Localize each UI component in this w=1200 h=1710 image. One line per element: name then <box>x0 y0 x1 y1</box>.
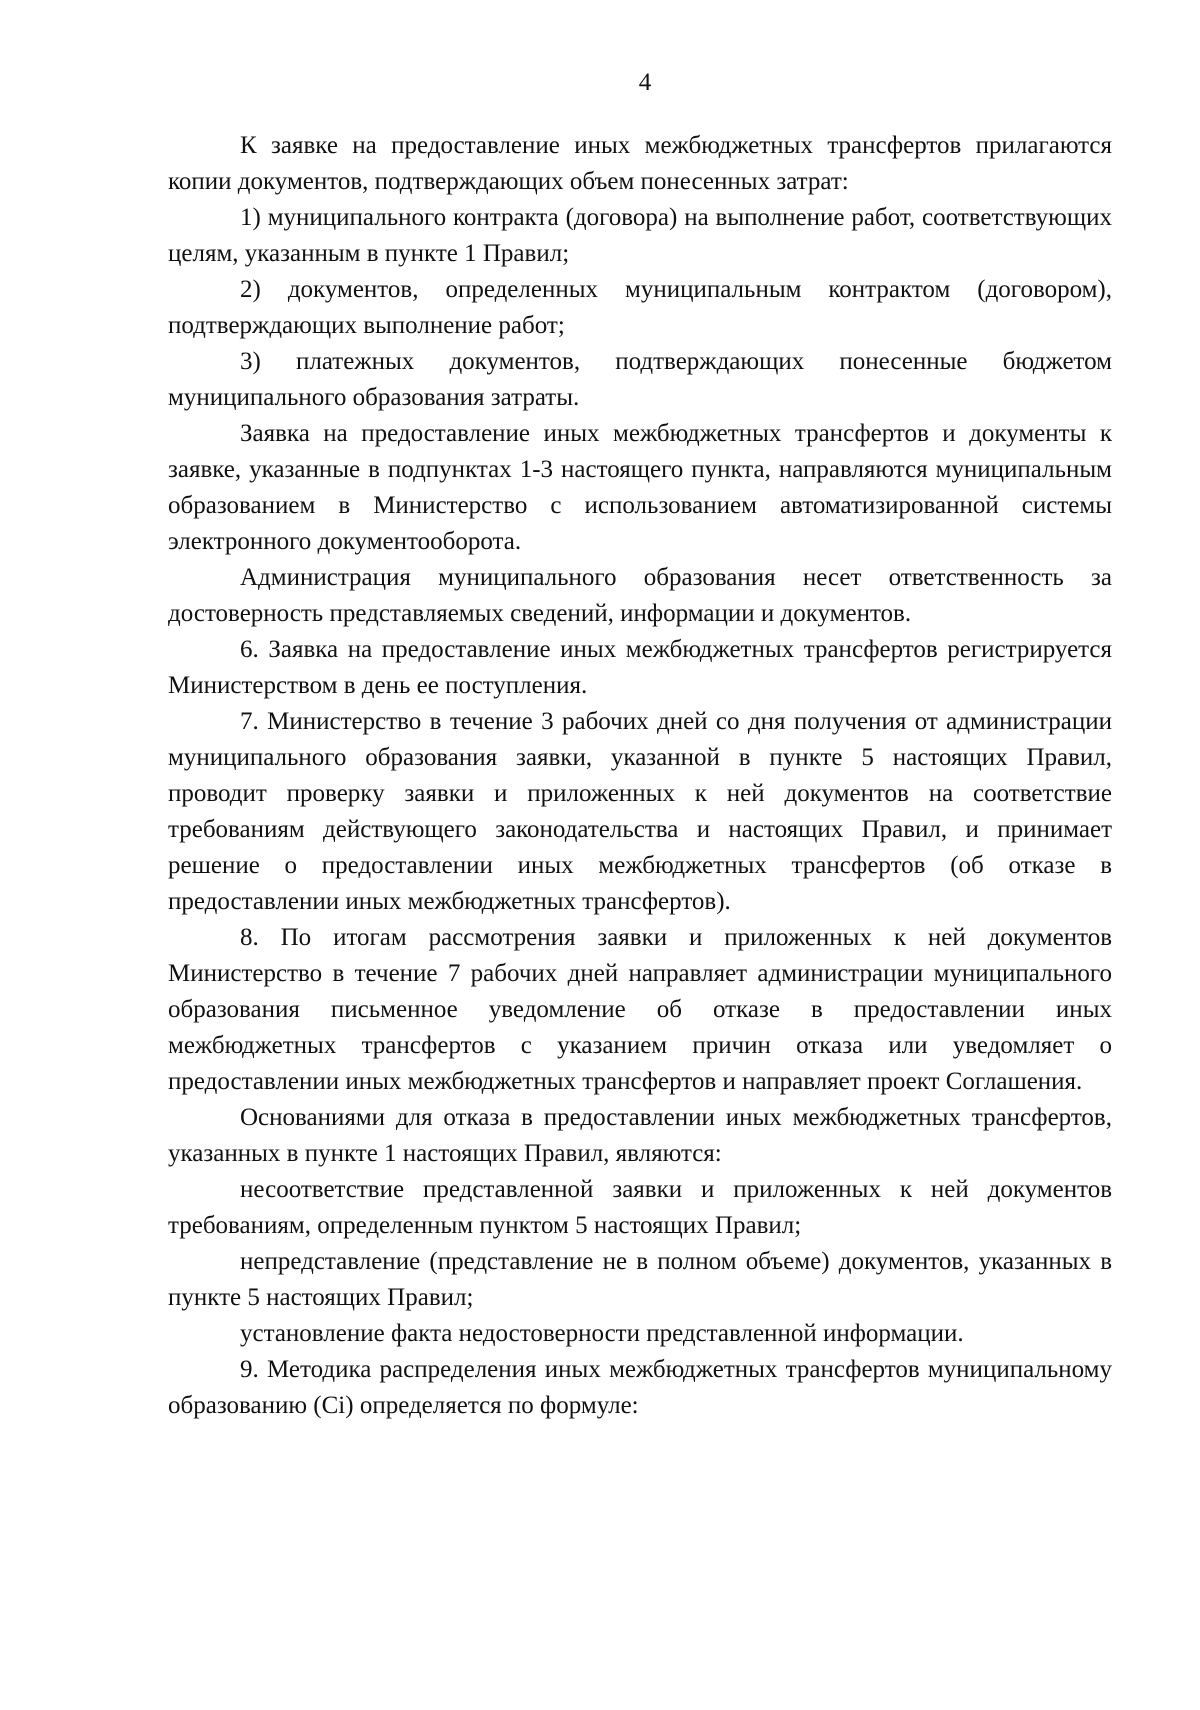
paragraph-item-3: 3) платежных документов, подтверждающих понесенные бюджетом муниципального образования затраты. <box>168 348 1112 411</box>
paragraph-submission: Заявка на предоставление иных межбюджетных трансфертов и документы к заявке, указанные в подпунктах 1-3 настоящего пункта, направляются муниципальным образованием в Министерство с использованием автоматизированной системы электронного документооборота. <box>168 420 1112 555</box>
paragraph-ground-1: несоответствие представленной заявки и приложенных к ней документов требованиям, определенным пунктом 5 настоящих Правил; <box>168 1176 1112 1239</box>
paragraph-responsibility: Администрация муниципального образования несет ответственность за достоверность представляемых сведений, информации и документов. <box>168 564 1112 627</box>
paragraph-refusal-grounds: Основаниями для отказа в предоставлении иных межбюджетных трансфертов, указанных в пункте 1 настоящих Правил, являются: <box>168 1104 1112 1167</box>
paragraph-clause-8: 8. По итогам рассмотрения заявки и приложенных к ней документов Министерство в течение 7 рабочих дней направляет администрации муниципального образования письменное уведомление об отказе в предоставлении иных межбюджетных трансфертов с указанием причин отказа или уведомляет о предоставлении иных межбюджетных трансфертов и направляет проект Соглашения. <box>168 924 1112 1095</box>
paragraph-item-2: 2) документов, определенных муниципальным контрактом (договором), подтверждающих выполнение работ; <box>168 276 1112 339</box>
paragraph-clause-9: 9. Методика распределения иных межбюджетных трансфертов муниципальному образованию (Ci) определяется по формуле: <box>168 1356 1112 1419</box>
paragraph-ground-2: непредставление (представление не в полном объеме) документов, указанных в пункте 5 настоящих Правил; <box>168 1248 1112 1311</box>
document-body <box>168 128 1112 1424</box>
paragraph-attachments-intro: К заявке на предоставление иных межбюджетных трансфертов прилагаются копии документов, подтверждающих объем понесенных затрат: <box>168 132 1112 195</box>
paragraph-clause-7: 7. Министерство в течение 3 рабочих дней со дня получения от администрации муниципального образования заявки, указанной в пункте 5 настоящих Правил, проводит проверку заявки и приложенных к ней документов на соответствие требованиям действующего законодательства и настоящих Правил, и принимает решение о предоставлении иных межбюджетных трансфертов (об отказе в предоставлении иных межбюджетных трансфертов). <box>168 708 1112 915</box>
paragraph-ground-3: установление факта недостоверности представленной информации. <box>240 1320 964 1347</box>
paragraph-clause-6: 6. Заявка на предоставление иных межбюджетных трансфертов регистрируется Министерством в день ее поступления. <box>168 636 1112 699</box>
page-number: 4 <box>638 69 652 96</box>
paragraph-item-1: 1) муниципального контракта (договора) на выполнение работ, соответствующих целям, указанным в пункте 1 Правил; <box>168 204 1112 267</box>
